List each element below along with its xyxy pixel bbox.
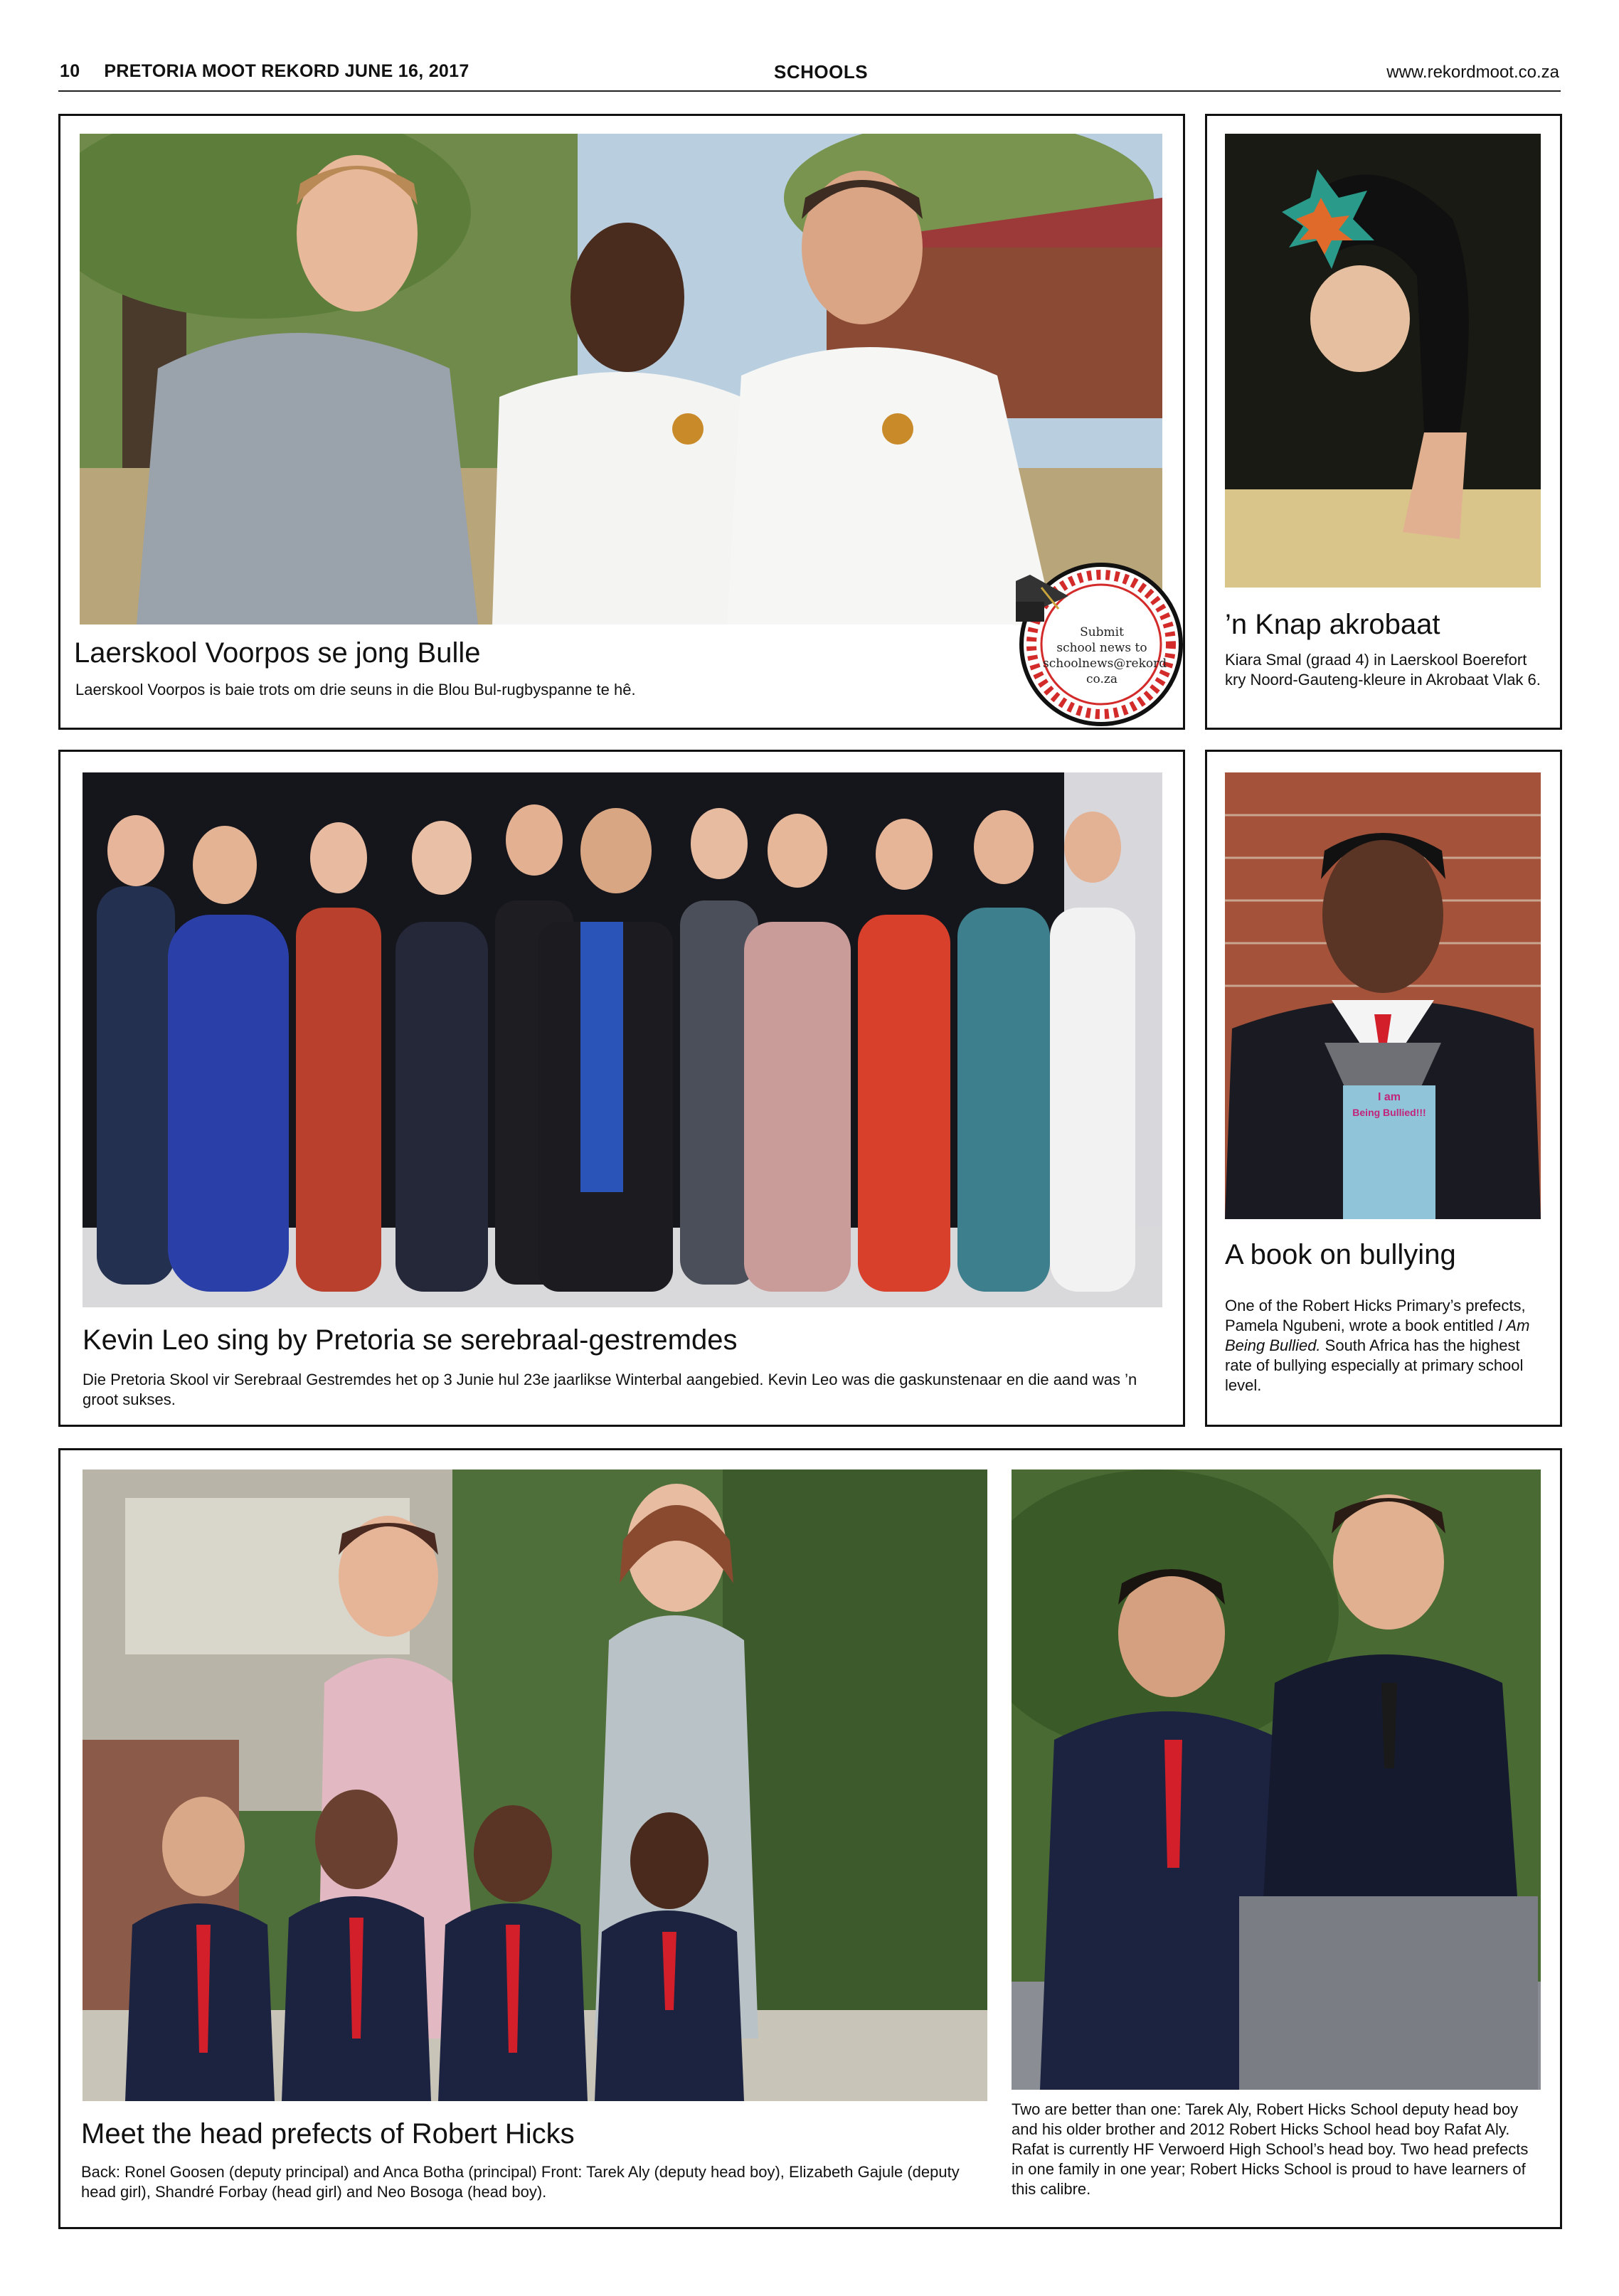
caption-voorpos: Laerskool Voorpos is baie trots om drie seuns in die Blou Bul-rugbyspanne te hê. bbox=[75, 681, 636, 698]
caption-akrobaat: Kiara Smal (graad 4) in Laerskool Boerefort kry Noord-Gauteng-kleure in Akrobaat Vlak 6. bbox=[1225, 651, 1541, 689]
headline-prefects: Meet the head prefects of Robert Hicks bbox=[81, 2118, 575, 2149]
badge-text[interactable] bbox=[1043, 625, 1167, 687]
page-number: 10 bbox=[60, 61, 80, 81]
masthead-line bbox=[60, 61, 469, 82]
book-title: I Am Being Bullied. bbox=[1225, 1317, 1530, 1354]
book-cover-title-1: I am bbox=[1377, 1091, 1401, 1103]
caption-prefects: Back: Ronel Goosen (deputy principal) and Anca Botha (principal) Front: Tarek Aly (deputy head boy), Elizabeth Gajule (deputy head girl), Shandré Forbay (head girl) and Neo Bosoga (head boy). bbox=[81, 2163, 960, 2201]
website-link[interactable]: www.rekordmoot.co.za bbox=[1386, 63, 1559, 82]
badge-line-4: co.za bbox=[1086, 672, 1118, 686]
photo-pamela-with-book bbox=[1225, 772, 1541, 1219]
caption-bullying-part-1: One of the Robert Hicks Primary’s prefects, Pamela Ngubeni, wrote a book entitled bbox=[1225, 1297, 1526, 1334]
headline-bullying: A book on bullying bbox=[1225, 1239, 1456, 1270]
badge-line-2: school news to bbox=[1056, 641, 1147, 655]
headline-voorpos: Laerskool Voorpos se jong Bulle bbox=[74, 637, 481, 669]
caption-bullying-part-2: South Africa has the highest rate of bullying especially at primary school level. bbox=[1225, 1336, 1524, 1394]
badge-line-3: schoolnews@rekord bbox=[1043, 657, 1167, 671]
caption-kevin-leo: Die Pretoria Skool vir Serebraal Gestremdes het op 3 Junie hul 23e jaarlikse Winterbal aangebied. Kevin Leo was die gaskunstenaar en die aand was ’n groot sukses. bbox=[83, 1371, 1137, 1408]
headline-akrobaat: ’n Knap akrobaat bbox=[1225, 609, 1440, 640]
headline-kevin-leo: Kevin Leo sing by Pretoria se serebraal-gestremdes bbox=[83, 1324, 738, 1356]
photo-voorpos-boys bbox=[80, 134, 1162, 625]
photo-winterbal-group bbox=[83, 772, 1162, 1307]
book-cover-title-2: Being Bullied!!! bbox=[1352, 1107, 1426, 1118]
header-rule bbox=[58, 90, 1561, 92]
caption-bullying bbox=[1225, 1296, 1545, 1396]
photo-aly-brothers bbox=[1012, 1469, 1541, 2090]
caption-aly-brothers: Two are better than one: Tarek Aly, Robert Hicks School deputy head boy and his older brother and 2012 Robert Hicks School head boy Rafat Aly. Rafat is currently HF Verwoerd High School’s head boy. Two head prefects in one family in one year; Robert Hicks School is proud to have learners of this calibre. bbox=[1012, 2100, 1529, 2198]
section-title: SCHOOLS bbox=[774, 61, 869, 83]
badge-line-1: Submit bbox=[1080, 625, 1124, 639]
photo-acrobat bbox=[1225, 134, 1541, 588]
photo-head-prefects bbox=[83, 1469, 987, 2101]
publication-date: PRETORIA MOOT REKORD JUNE 16, 2017 bbox=[104, 61, 469, 81]
